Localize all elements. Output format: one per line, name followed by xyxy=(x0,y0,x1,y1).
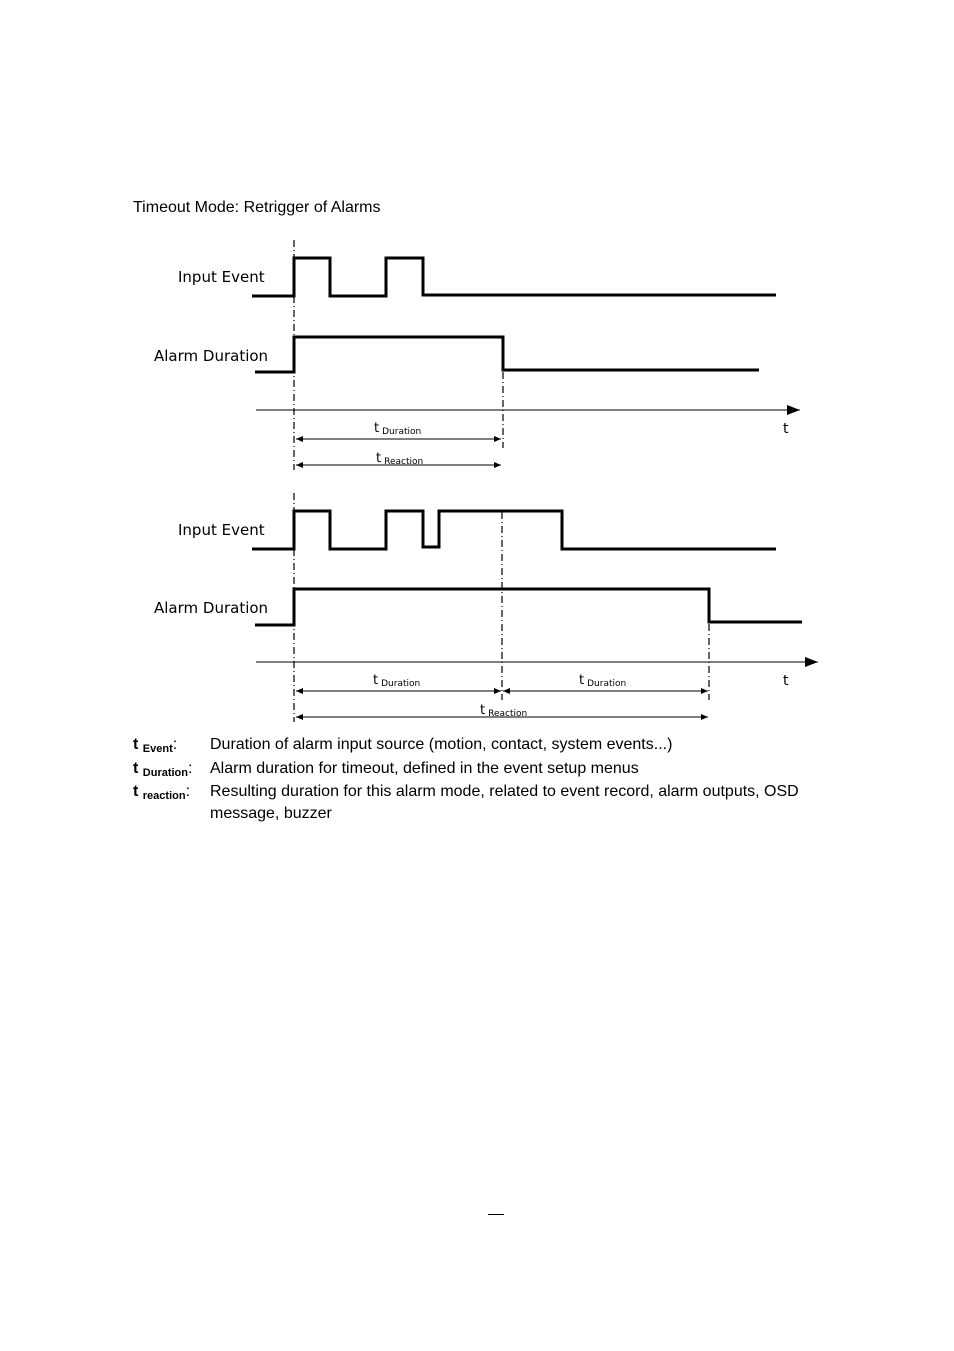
diagram-1 xyxy=(154,240,800,470)
input-event-signal xyxy=(252,258,776,296)
alarm-duration-signal xyxy=(255,337,759,372)
page-number-rule xyxy=(488,1214,504,1215)
input-event-label: Input Event xyxy=(178,268,265,286)
legend-term: t Event: xyxy=(133,736,178,755)
legend-term: t reaction: xyxy=(133,783,191,802)
legend-term: t Duration: xyxy=(133,759,193,779)
alarm-duration-signal xyxy=(255,589,802,625)
alarm-duration-label: Alarm Duration xyxy=(154,347,269,365)
reaction-label: t Reaction xyxy=(480,703,528,719)
duration-label: t Duration xyxy=(374,421,422,437)
duration-label-2: t Duration xyxy=(579,673,627,689)
legend-description: Duration of alarm input source (motion, contact, system events...) xyxy=(210,736,673,753)
legend-row-duration xyxy=(133,758,863,782)
legend-description: Alarm duration for timeout, defined in the event setup menus xyxy=(210,759,639,777)
input-event-label: Input Event xyxy=(178,521,265,539)
reaction-label: t Reaction xyxy=(376,451,424,467)
diagram-2 xyxy=(154,493,818,722)
legend-row-event xyxy=(133,734,863,758)
time-axis-label: t xyxy=(783,421,789,437)
duration-label-1: t Duration xyxy=(373,673,421,689)
legend xyxy=(133,734,863,824)
input-event-signal xyxy=(252,511,776,549)
time-axis-label: t xyxy=(783,673,789,689)
legend-row-reaction xyxy=(133,781,863,824)
alarm-duration-label: Alarm Duration xyxy=(154,599,269,617)
page-heading: Timeout Mode: Retrigger of Alarms xyxy=(133,199,381,216)
legend-description: Resulting duration for this alarm mode, related to event record, alarm outputs, OSD message, buzzer xyxy=(210,783,799,822)
